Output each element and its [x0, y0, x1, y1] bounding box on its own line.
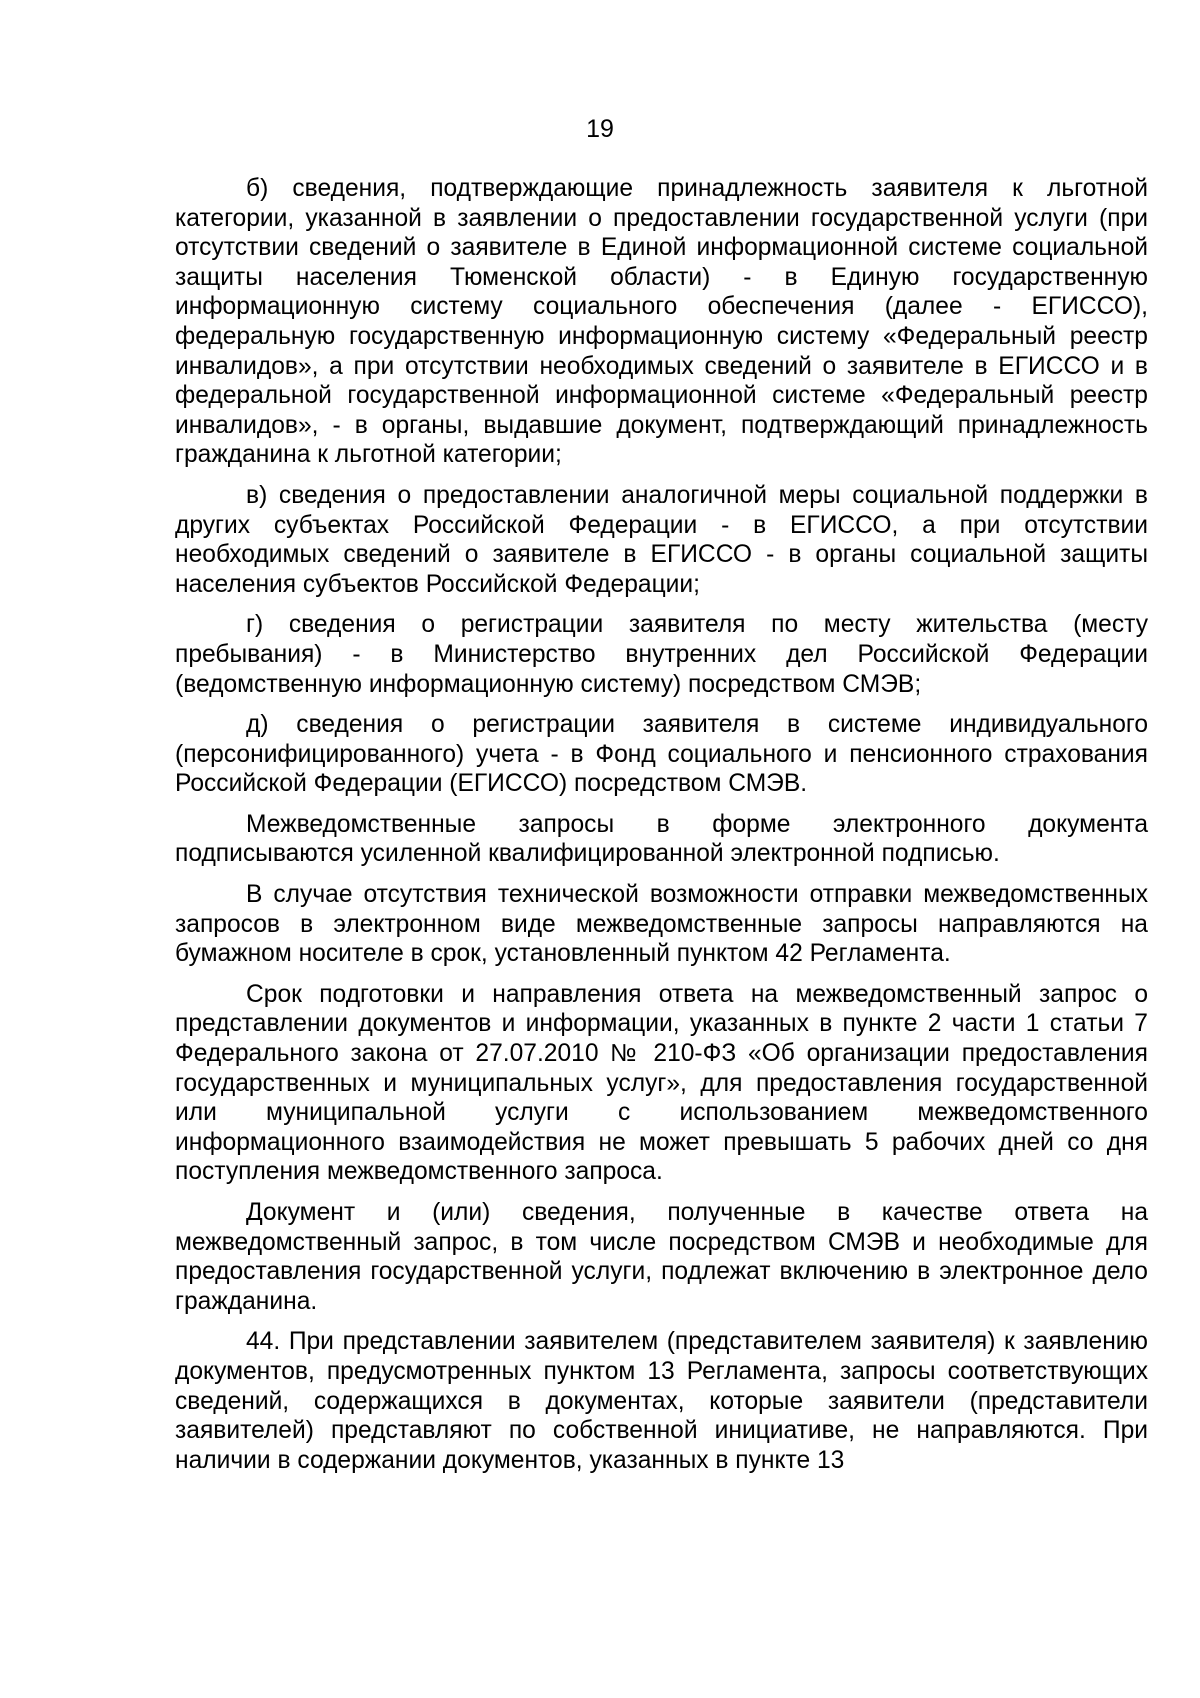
- paragraph-44-own-initiative-documents: 44. При представлении заявителем (представителем заявителя) к заявлению документов, предусмотренных пунктом 13 Регламента, запросы соответствующих сведений, содержащихся в документах, которые заявители (представители заявителей) представляют по собственной инициативе, не направляются. При наличии в содержании документов, указанных в пункте 13: [175, 1328, 1148, 1474]
- paragraph-electronic-case-file: Документ и (или) сведения, полученные в качестве ответа на межведомственный запрос, в том числе посредством СМЭВ и необходимые для предоставления государственной услуги, подлежат включению в электронное дело гражданина.: [175, 1199, 1148, 1315]
- paragraph-electronic-signature: Межведомственные запросы в форме электронного документа подписываются усиленной квалифицированной электронной подписью.: [175, 810, 1148, 868]
- paragraph-d-personal-account-info: д) сведения о регистрации заявителя в системе индивидуального (персонифицированного) учета - в Фонд социального и пенсионного страхования Российской Федерации (ЕГИССО) посредством СМЭВ.: [175, 711, 1148, 798]
- paragraph-response-deadline: Срок подготовки и направления ответа на межведомственный запрос о представлении документов и информации, указанных в пункте 2 части 1 статьи 7 Федерального закона от 27.07.2010 № 210-ФЗ «Об организации предоставления государственных и муниципальных услуг», для предоставления государственной или муниципальной услуги с использованием межведомственного информационного взаимодействия не может превышать 5 рабочих дней со дня поступления межведомственного запроса.: [175, 980, 1148, 1186]
- document-body: [175, 174, 1148, 1486]
- paragraph-v-similar-support-info: в) сведения о предоставлении аналогичной меры социальной поддержки в других субъектах Российской Федерации - в ЕГИССО, а при отсутствии необходимых сведений о заявителе в ЕГИССО - в органы социальной защиты населения субъектов Российской Федерации;: [175, 481, 1148, 598]
- page-number: 19: [586, 115, 614, 143]
- paragraph-g-residence-registration-info: г) сведения о регистрации заявителя по месту жительства (месту пребывания) - в Министерство внутренних дел Российской Федерации (ведомственную информационную систему) посредством СМЭВ;: [175, 611, 1148, 698]
- paragraph-paper-requests: В случае отсутствия технической возможности отправки межведомственных запросов в электронном виде межведомственные запросы направляются на бумажном носителе в срок, установленный пунктом 42 Регламента.: [175, 881, 1148, 968]
- paragraph-b-benefit-category-info: б) сведения, подтверждающие принадлежность заявителя к льготной категории, указанной в заявлении о предоставлении государственной услуги (при отсутствии сведений о заявителе в Единой информационной системе социальной защиты населения Тюменской области) - в Единую государственную информационную систему социального обеспечения (далее - ЕГИССО), федеральную государственную информационную систему «Федеральный реестр инвалидов», а при отсутствии необходимых сведений о заявителе в ЕГИССО и в федеральной государственной информационной системе «Федеральный реестр инвалидов», - в органы, выдавшие документ, подтверждающий принадлежность гражданина к льготной категории;: [175, 175, 1148, 469]
